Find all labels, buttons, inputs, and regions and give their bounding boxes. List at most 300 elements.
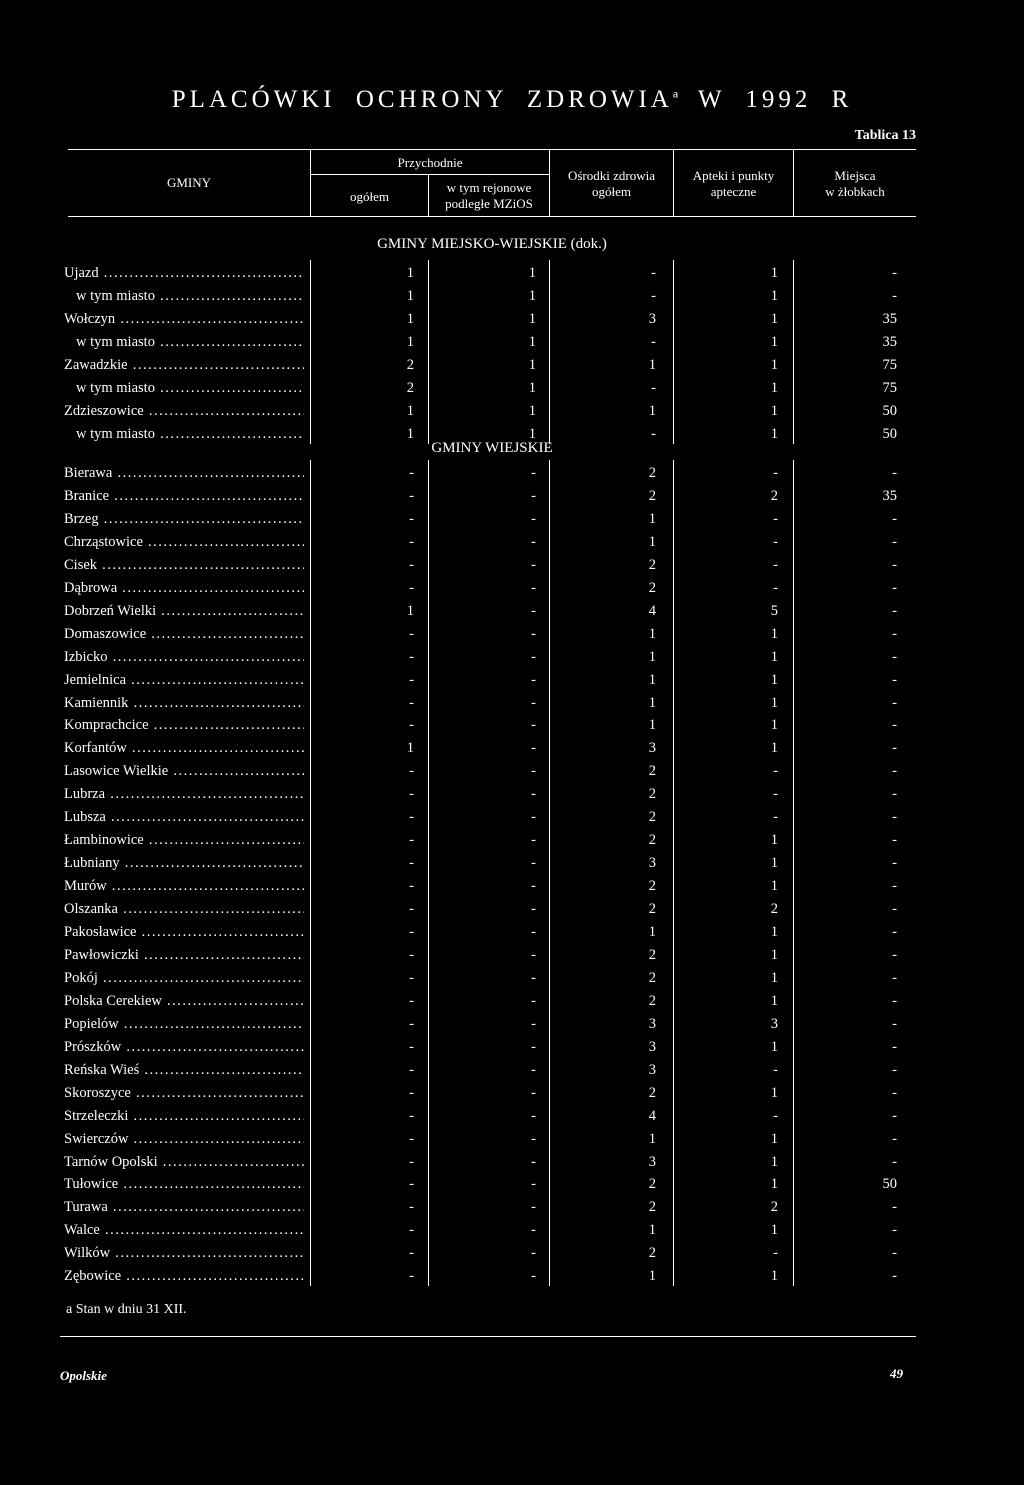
row-name: w tym miasto .....: [76, 331, 304, 353]
row-value: -: [531, 1222, 536, 1239]
row-value: -: [892, 855, 897, 872]
row-value: 75: [882, 356, 897, 373]
header-apteki-line2: apteczne: [710, 184, 757, 199]
header-miejsca: [794, 168, 916, 200]
row-value: 1: [648, 402, 656, 419]
header-apteki: [674, 168, 793, 200]
row-value: 50: [882, 402, 897, 419]
row-name: Reńska Wieś .....: [64, 1059, 304, 1081]
row-value: -: [773, 533, 778, 550]
przychodnie-rule: [311, 174, 549, 175]
row-value: -: [531, 1268, 536, 1285]
row-value: -: [892, 694, 897, 711]
row-value: 3: [648, 1153, 656, 1170]
row-value: 2: [648, 992, 656, 1009]
row-value: 1: [770, 1084, 778, 1101]
row-value: -: [531, 855, 536, 872]
row-value: -: [773, 1061, 778, 1078]
row-value: -: [409, 1107, 414, 1124]
row-value: 1: [770, 1153, 778, 1170]
row-value: -: [892, 556, 897, 573]
header-rejonowe-line1: w tym rejonowe: [446, 180, 532, 195]
row-name: w tym miasto .....: [76, 377, 304, 399]
row-name: Lasowice Wielkie .....: [64, 760, 304, 782]
row-value: 1: [528, 356, 536, 373]
row-name: Lubsza .....: [64, 806, 304, 828]
row-value: 1: [770, 379, 778, 396]
row-name: Walce .....: [64, 1219, 304, 1241]
row-value: 2: [406, 379, 414, 396]
row-value: 1: [648, 717, 656, 734]
row-name: Prószków .....: [64, 1036, 304, 1058]
table-row: [0, 508, 1024, 530]
row-value: -: [773, 579, 778, 596]
row-value: -: [531, 1130, 536, 1147]
row-value: -: [773, 786, 778, 803]
row-value: -: [892, 265, 897, 281]
row-value: 1: [770, 625, 778, 642]
table-row: [0, 967, 1024, 989]
row-value: -: [409, 1153, 414, 1170]
row-value: -: [409, 1130, 414, 1147]
table-row: [0, 898, 1024, 920]
row-value: 1: [770, 402, 778, 419]
table-row: [0, 692, 1024, 714]
row-value: -: [773, 556, 778, 573]
row-value: 3: [770, 1015, 778, 1032]
row-value: 1: [528, 287, 536, 304]
table-row: [0, 737, 1024, 759]
section-title: GMINY WIEJSKIE: [431, 440, 553, 456]
row-value: -: [892, 533, 897, 550]
row-value: 1: [770, 969, 778, 986]
row-name: Ujazd .....: [64, 262, 304, 284]
table-row: [0, 783, 1024, 805]
row-value: 35: [882, 487, 897, 504]
row-name: Jemielnica .....: [64, 669, 304, 691]
row-value: 75: [882, 379, 897, 396]
row-value: -: [892, 763, 897, 780]
row-value: 2: [648, 763, 656, 780]
row-value: 1: [770, 946, 778, 963]
row-name: Bierawa .....: [64, 462, 304, 484]
row-value: 1: [770, 878, 778, 895]
row-value: -: [409, 946, 414, 963]
row-value: -: [531, 1199, 536, 1216]
row-value: -: [892, 1038, 897, 1055]
row-name: Tułowice .....: [64, 1173, 304, 1195]
row-value: 2: [648, 1176, 656, 1193]
header-bottom-rule: [68, 216, 916, 217]
table-row: [0, 1082, 1024, 1104]
row-value: 1: [648, 694, 656, 711]
row-value: 5: [770, 602, 778, 619]
row-name: Dobrzeń Wielki .....: [64, 600, 304, 622]
row-value: 2: [648, 465, 656, 481]
row-value: -: [409, 1015, 414, 1032]
row-name: Zawadzkie .....: [64, 354, 304, 376]
row-value: -: [409, 901, 414, 918]
row-value: -: [531, 625, 536, 642]
row-value: 1: [648, 1222, 656, 1239]
table-row: [0, 1242, 1024, 1264]
row-name: Zębowice .....: [64, 1265, 304, 1287]
row-value: -: [892, 1107, 897, 1124]
table-row: [0, 400, 1024, 422]
row-value: 35: [882, 310, 897, 327]
row-value: -: [409, 832, 414, 849]
header-osrodki-line1: Ośrodki zdrowia: [567, 168, 655, 183]
row-value: 1: [770, 1130, 778, 1147]
row-value: 2: [648, 487, 656, 504]
row-value: -: [892, 992, 897, 1009]
row-value: 2: [648, 1245, 656, 1262]
footer-region: Opolskie: [60, 1368, 107, 1383]
header-rejonowe: [429, 180, 549, 212]
row-value: -: [531, 763, 536, 780]
row-value: 50: [882, 1176, 897, 1193]
row-value: -: [531, 694, 536, 711]
row-value: -: [531, 740, 536, 757]
row-value: -: [409, 625, 414, 642]
row-name: Olszanka .....: [64, 898, 304, 920]
row-value: 1: [528, 379, 536, 396]
row-value: 1: [770, 1222, 778, 1239]
row-value: -: [409, 510, 414, 527]
table-row: [0, 1128, 1024, 1150]
row-value: -: [531, 1107, 536, 1124]
table-row: [0, 1105, 1024, 1127]
row-value: -: [651, 333, 656, 350]
table-row: [0, 577, 1024, 599]
row-value: -: [409, 1038, 414, 1055]
row-value: 1: [648, 356, 656, 373]
row-value: 1: [648, 671, 656, 688]
row-value: 3: [648, 1061, 656, 1078]
table-row: [0, 1196, 1024, 1218]
row-value: -: [892, 1268, 897, 1285]
row-value: -: [531, 602, 536, 619]
table-row: [0, 760, 1024, 782]
header-osrodki-line2: ogółem: [592, 184, 631, 199]
row-name: Murów .....: [64, 875, 304, 897]
row-value: -: [531, 786, 536, 803]
row-value: 1: [770, 648, 778, 665]
table-row: [0, 485, 1024, 507]
row-value: 1: [770, 671, 778, 688]
row-name: Wołczyn .....: [64, 308, 304, 330]
row-value: 2: [648, 946, 656, 963]
row-value: -: [531, 992, 536, 1009]
row-value: 3: [648, 1038, 656, 1055]
row-value: 4: [648, 602, 656, 619]
row-value: 1: [648, 533, 656, 550]
title-footnote-marker: a: [672, 86, 679, 101]
row-name: Łambinowice .....: [64, 829, 304, 851]
table-row: [0, 1219, 1024, 1241]
row-value: 35: [882, 333, 897, 350]
row-value: -: [409, 878, 414, 895]
row-name: Kamiennik .....: [64, 692, 304, 714]
row-value: -: [531, 1245, 536, 1262]
row-value: 1: [770, 1176, 778, 1193]
row-value: -: [892, 786, 897, 803]
row-name: Wilków .....: [64, 1242, 304, 1264]
table-row: [0, 990, 1024, 1012]
row-value: 2: [648, 1084, 656, 1101]
row-value: 1: [770, 425, 778, 442]
row-name: Pokój .....: [64, 967, 304, 989]
row-value: -: [409, 487, 414, 504]
row-value: -: [531, 1176, 536, 1193]
row-name: Korfantów .....: [64, 737, 304, 759]
row-value: -: [892, 878, 897, 895]
row-name: Polska Cerekiew .....: [64, 990, 304, 1012]
row-value: -: [409, 671, 414, 688]
row-value: 1: [406, 740, 414, 757]
row-value: -: [892, 510, 897, 527]
row-value: 1: [406, 265, 414, 281]
table-row: [0, 1013, 1024, 1035]
row-name: Komprachcice .....: [64, 714, 304, 736]
row-value: -: [892, 832, 897, 849]
header-gminy: GMINY: [166, 175, 212, 190]
table-row: [0, 714, 1024, 736]
row-value: 1: [648, 1268, 656, 1285]
row-name: Chrząstowice .....: [64, 531, 304, 553]
row-value: -: [892, 924, 897, 940]
table-row: [0, 1151, 1024, 1173]
row-value: -: [773, 809, 778, 826]
table-number: Tablica 13: [854, 128, 916, 143]
table-row: [0, 806, 1024, 828]
row-value: 2: [648, 969, 656, 986]
footer-page-number: 49: [890, 1366, 903, 1381]
header-przychodnie: Przychodnie: [397, 155, 463, 170]
table-row: [0, 331, 1024, 353]
row-value: -: [531, 946, 536, 963]
row-value: -: [409, 1084, 414, 1101]
header-top-rule: [68, 149, 916, 150]
row-value: -: [409, 992, 414, 1009]
row-value: 2: [648, 556, 656, 573]
row-value: 1: [770, 333, 778, 350]
row-value: 1: [528, 402, 536, 419]
row-value: -: [409, 809, 414, 826]
row-value: 1: [528, 425, 536, 442]
row-value: 1: [648, 1130, 656, 1147]
table-row: [0, 354, 1024, 376]
row-value: -: [531, 1015, 536, 1032]
row-value: 1: [770, 740, 778, 757]
row-value: -: [531, 1061, 536, 1078]
row-name: Łubniany .....: [64, 852, 304, 874]
row-value: -: [531, 533, 536, 550]
footer-rule: [60, 1336, 916, 1337]
header-apteki-line1: Apteki i punkty: [692, 168, 775, 183]
row-value: -: [531, 1153, 536, 1170]
row-value: 2: [770, 901, 778, 918]
footnote: a Stan w dniu 31 XII.: [66, 1302, 187, 1317]
row-value: -: [409, 969, 414, 986]
row-value: -: [531, 510, 536, 527]
row-name: Tarnów Opolski .....: [64, 1151, 304, 1173]
header-miejsca-line1: Miejsca: [834, 168, 876, 183]
row-value: -: [531, 878, 536, 895]
row-value: -: [409, 1199, 414, 1216]
table-row: [0, 377, 1024, 399]
row-value: -: [531, 1084, 536, 1101]
row-value: -: [409, 465, 414, 481]
row-value: 1: [406, 402, 414, 419]
row-value: 2: [648, 579, 656, 596]
row-value: -: [409, 694, 414, 711]
row-value: -: [409, 1222, 414, 1239]
row-name: Popielów .....: [64, 1013, 304, 1035]
row-name: Swierczów .....: [64, 1128, 304, 1150]
row-value: 1: [406, 310, 414, 327]
title-main: PLACÓWKI OCHRONY ZDROWIA: [171, 86, 673, 113]
row-value: -: [892, 671, 897, 688]
row-value: -: [892, 465, 897, 481]
row-name: Izbicko .....: [64, 646, 304, 668]
row-value: 1: [770, 855, 778, 872]
row-value: -: [773, 763, 778, 780]
row-value: -: [892, 946, 897, 963]
row-value: -: [892, 625, 897, 642]
row-name: w tym miasto .....: [76, 423, 304, 445]
row-value: 1: [770, 694, 778, 711]
row-value: -: [892, 1130, 897, 1147]
row-value: 1: [406, 602, 414, 619]
table-row: [0, 554, 1024, 576]
row-value: 1: [770, 832, 778, 849]
row-value: -: [651, 425, 656, 442]
row-value: 1: [770, 1268, 778, 1285]
table-row: [0, 1265, 1024, 1287]
row-value: -: [409, 1061, 414, 1078]
row-value: -: [651, 265, 656, 281]
row-value: -: [892, 1199, 897, 1216]
row-value: 1: [770, 924, 778, 940]
row-value: 2: [648, 832, 656, 849]
row-value: 1: [528, 310, 536, 327]
row-value: -: [773, 510, 778, 527]
row-value: 50: [882, 425, 897, 442]
row-value: 1: [406, 425, 414, 442]
row-name: Turawa .....: [64, 1196, 304, 1218]
row-value: 2: [770, 487, 778, 504]
row-value: -: [892, 1153, 897, 1170]
row-value: -: [531, 579, 536, 596]
row-value: 1: [406, 333, 414, 350]
table-row: [0, 852, 1024, 874]
row-value: -: [773, 1245, 778, 1262]
row-name: Cisek .....: [64, 554, 304, 576]
section-title: GMINY MIEJSKO-WIEJSKIE (dok.): [377, 236, 607, 252]
row-value: -: [651, 287, 656, 304]
table-row: [0, 531, 1024, 553]
table-row: [0, 944, 1024, 966]
row-value: 4: [648, 1107, 656, 1124]
row-value: -: [409, 763, 414, 780]
row-value: 1: [770, 310, 778, 327]
row-name: Skoroszyce .....: [64, 1082, 304, 1104]
table-row: [0, 875, 1024, 897]
table-row: [0, 262, 1024, 284]
row-value: 1: [770, 356, 778, 373]
row-value: -: [892, 648, 897, 665]
row-value: -: [892, 901, 897, 918]
table-row: [0, 623, 1024, 645]
row-value: -: [409, 533, 414, 550]
row-value: -: [409, 556, 414, 573]
table-row: [0, 308, 1024, 330]
row-value: -: [409, 924, 414, 940]
header-osrodki: [550, 168, 673, 200]
row-name: Brzeg .....: [64, 508, 304, 530]
row-value: -: [892, 602, 897, 619]
row-value: -: [409, 717, 414, 734]
row-value: -: [531, 487, 536, 504]
row-value: 1: [406, 287, 414, 304]
row-value: 2: [648, 901, 656, 918]
row-value: 1: [648, 924, 656, 940]
row-name: Domaszowice .....: [64, 623, 304, 645]
row-value: -: [892, 1245, 897, 1262]
row-value: 1: [528, 265, 536, 281]
header-przychodnie-ogolem: ogółem: [350, 189, 389, 204]
row-value: 1: [770, 1038, 778, 1055]
row-value: -: [892, 1084, 897, 1101]
row-value: -: [409, 1245, 414, 1262]
header-rejonowe-line2: podległe MZiOS: [445, 196, 533, 211]
table-row: [0, 1173, 1024, 1195]
table-row: [0, 921, 1024, 943]
row-value: -: [409, 786, 414, 803]
header-miejsca-line2: w żłobkach: [825, 184, 885, 199]
row-value: 3: [648, 740, 656, 757]
row-value: -: [892, 287, 897, 304]
row-value: -: [531, 809, 536, 826]
row-value: 1: [648, 510, 656, 527]
row-value: -: [409, 1176, 414, 1193]
row-name: Lubrza .....: [64, 783, 304, 805]
row-value: -: [531, 969, 536, 986]
row-value: -: [531, 556, 536, 573]
table-row: [0, 829, 1024, 851]
row-value: 2: [648, 809, 656, 826]
row-value: -: [892, 1015, 897, 1032]
table-row: [0, 1059, 1024, 1081]
row-value: -: [892, 969, 897, 986]
row-value: -: [531, 924, 536, 940]
row-value: -: [531, 671, 536, 688]
row-value: 3: [648, 855, 656, 872]
row-value: 2: [406, 356, 414, 373]
table-row: [0, 285, 1024, 307]
row-value: -: [773, 1107, 778, 1124]
row-value: -: [531, 465, 536, 481]
row-value: -: [531, 717, 536, 734]
table-row: [0, 646, 1024, 668]
row-value: -: [531, 832, 536, 849]
table-row: [0, 600, 1024, 622]
row-value: 1: [648, 648, 656, 665]
row-value: 1: [528, 333, 536, 350]
row-value: 2: [648, 1199, 656, 1216]
row-name: Pawłowiczki .....: [64, 944, 304, 966]
